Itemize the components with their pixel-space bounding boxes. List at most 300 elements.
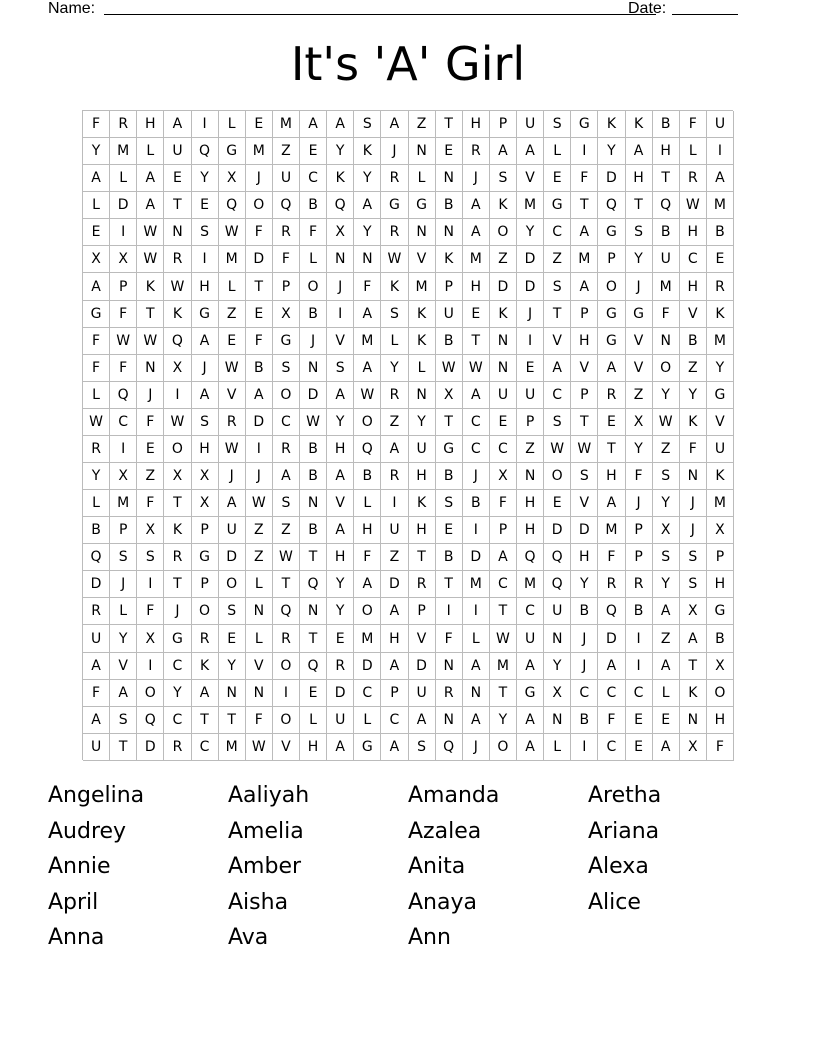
grid-cell: Y xyxy=(517,219,544,246)
grid-cell: Z xyxy=(273,138,300,165)
grid-cell: I xyxy=(137,653,164,680)
grid-cell: Y xyxy=(327,138,354,165)
grid-cell: X xyxy=(544,680,571,707)
grid-cell: O xyxy=(164,436,191,463)
grid-cell: A xyxy=(598,355,625,382)
grid-cell: I xyxy=(273,680,300,707)
grid-cell: E xyxy=(626,734,653,761)
grid-cell: A xyxy=(381,734,408,761)
grid-cell: T xyxy=(626,192,653,219)
grid-cell: T xyxy=(137,301,164,328)
grid-cell: B xyxy=(626,598,653,625)
grid-cell: E xyxy=(490,409,517,436)
grid-cell: L xyxy=(300,707,327,734)
grid-cell: U xyxy=(83,625,110,652)
word-list-item: Amanda xyxy=(408,783,500,808)
grid-cell: G xyxy=(598,219,625,246)
grid-cell: P xyxy=(626,544,653,571)
grid-cell: S xyxy=(571,463,598,490)
grid-cell: R xyxy=(409,571,436,598)
grid-cell: N xyxy=(680,707,707,734)
word-list-item: Amber xyxy=(228,854,302,879)
grid-cell: A xyxy=(192,680,219,707)
grid-cell: C xyxy=(164,653,191,680)
grid-cell: F xyxy=(707,734,734,761)
grid-cell: W xyxy=(83,409,110,436)
grid-cell: F xyxy=(137,598,164,625)
grid-cell: S xyxy=(680,544,707,571)
grid-cell: L xyxy=(544,734,571,761)
grid-cell: B xyxy=(463,490,490,517)
grid-cell: T xyxy=(436,571,463,598)
grid-cell: G xyxy=(164,625,191,652)
grid-cell: Q xyxy=(192,138,219,165)
grid-cell: A xyxy=(83,165,110,192)
grid-cell: D xyxy=(300,382,327,409)
grid-cell: V xyxy=(571,490,598,517)
grid-cell: Z xyxy=(653,625,680,652)
grid-cell: C xyxy=(463,409,490,436)
grid-cell: W xyxy=(164,409,191,436)
grid-cell: T xyxy=(571,192,598,219)
page-title: It's 'A' Girl xyxy=(290,37,526,91)
grid-cell: H xyxy=(381,625,408,652)
grid-cell: A xyxy=(653,653,680,680)
grid-cell: O xyxy=(490,219,517,246)
grid-cell: M xyxy=(707,328,734,355)
grid-cell: E xyxy=(327,625,354,652)
grid-cell: J xyxy=(246,463,273,490)
grid-cell: U xyxy=(409,436,436,463)
date-blank-line xyxy=(672,14,738,15)
grid-cell: P xyxy=(626,517,653,544)
grid-cell: D xyxy=(409,653,436,680)
grid-cell: P xyxy=(490,111,517,138)
grid-cell: A xyxy=(409,707,436,734)
grid-cell: Q xyxy=(273,598,300,625)
grid-cell: C xyxy=(598,680,625,707)
grid-cell: B xyxy=(707,219,734,246)
grid-cell: N xyxy=(246,598,273,625)
grid-cell: R xyxy=(192,625,219,652)
grid-cell: B xyxy=(300,436,327,463)
grid-cell: N xyxy=(409,138,436,165)
grid-cell: M xyxy=(409,273,436,300)
grid-cell: X xyxy=(653,517,680,544)
grid-cell: A xyxy=(571,219,598,246)
grid-cell: T xyxy=(436,111,463,138)
grid-cell: X xyxy=(110,463,137,490)
grid-cell: B xyxy=(300,301,327,328)
grid-cell: N xyxy=(409,219,436,246)
grid-cell: K xyxy=(381,273,408,300)
grid-cell: I xyxy=(707,138,734,165)
grid-cell: Y xyxy=(409,409,436,436)
grid-cell: M xyxy=(246,138,273,165)
grid-cell: F xyxy=(680,436,707,463)
grid-cell: H xyxy=(653,138,680,165)
grid-cell: A xyxy=(327,734,354,761)
grid-cell: L xyxy=(680,138,707,165)
grid-cell: N xyxy=(436,653,463,680)
grid-cell: N xyxy=(490,328,517,355)
grid-cell: A xyxy=(327,111,354,138)
grid-cell: I xyxy=(246,436,273,463)
grid-cell: A xyxy=(598,490,625,517)
grid-cell: E xyxy=(83,219,110,246)
grid-cell: E xyxy=(653,707,680,734)
grid-cell: D xyxy=(571,517,598,544)
grid-cell: R xyxy=(110,111,137,138)
grid-cell: G xyxy=(354,734,381,761)
grid-cell: A xyxy=(381,598,408,625)
word-list-item: Annie xyxy=(48,854,111,879)
grid-cell: Q xyxy=(219,192,246,219)
grid-cell: A xyxy=(381,111,408,138)
grid-cell: M xyxy=(707,192,734,219)
grid-cell: G xyxy=(273,328,300,355)
grid-cell: M xyxy=(490,653,517,680)
grid-cell: H xyxy=(137,111,164,138)
grid-cell: T xyxy=(164,571,191,598)
grid-cell: O xyxy=(219,571,246,598)
grid-cell: S xyxy=(544,273,571,300)
grid-cell: R xyxy=(273,219,300,246)
word-list-item: Anna xyxy=(48,925,105,950)
grid-cell: Z xyxy=(490,246,517,273)
grid-cell: J xyxy=(110,571,137,598)
word-list-item: Azalea xyxy=(408,818,482,844)
grid-cell: W xyxy=(137,219,164,246)
grid-cell: R xyxy=(463,138,490,165)
grid-cell: R xyxy=(598,571,625,598)
grid-cell: T xyxy=(246,273,273,300)
grid-cell: J xyxy=(327,273,354,300)
grid-cell: K xyxy=(409,301,436,328)
grid-cell: C xyxy=(517,598,544,625)
grid-cell: P xyxy=(436,273,463,300)
grid-cell: L xyxy=(409,165,436,192)
grid-cell: J xyxy=(192,355,219,382)
grid-cell: M xyxy=(273,111,300,138)
grid-cell: U xyxy=(327,707,354,734)
grid-cell: C xyxy=(192,734,219,761)
grid-cell: T xyxy=(192,707,219,734)
grid-cell: L xyxy=(110,598,137,625)
grid-cell: W xyxy=(300,409,327,436)
date-label: Date: xyxy=(628,0,667,17)
grid-cell: R xyxy=(707,273,734,300)
grid-cell: Y xyxy=(571,571,598,598)
grid-cell: R xyxy=(381,219,408,246)
grid-cell: S xyxy=(626,219,653,246)
grid-cell: J xyxy=(164,598,191,625)
word-list-item: Alexa xyxy=(588,854,649,879)
grid-cell: U xyxy=(544,598,571,625)
grid-cell: G xyxy=(626,301,653,328)
grid-cell: E xyxy=(300,680,327,707)
grid-cell: A xyxy=(544,355,571,382)
grid-cell: I xyxy=(626,625,653,652)
grid-cell: S xyxy=(381,301,408,328)
grid-cell: K xyxy=(436,246,463,273)
grid-cell: S xyxy=(409,734,436,761)
grid-cell: K xyxy=(327,165,354,192)
grid-cell: H xyxy=(327,436,354,463)
grid-cell: S xyxy=(273,490,300,517)
grid-cell: J xyxy=(463,463,490,490)
grid-cell: N xyxy=(653,328,680,355)
grid-cell: Y xyxy=(653,571,680,598)
grid-cell: Y xyxy=(707,355,734,382)
grid-cell: Q xyxy=(110,382,137,409)
grid-cell: Y xyxy=(626,436,653,463)
grid-cell: X xyxy=(83,246,110,273)
grid-cell: D xyxy=(246,409,273,436)
grid-cell: W xyxy=(354,382,381,409)
grid-cell: O xyxy=(246,192,273,219)
grid-cell: H xyxy=(680,219,707,246)
grid-cell: J xyxy=(137,382,164,409)
grid-cell: I xyxy=(137,571,164,598)
grid-cell: V xyxy=(544,328,571,355)
grid-cell: E xyxy=(517,355,544,382)
grid-cell: Q xyxy=(137,707,164,734)
grid-cell: L xyxy=(381,328,408,355)
grid-cell: T xyxy=(598,436,625,463)
word-list-item: Aisha xyxy=(228,889,289,915)
grid-cell: C xyxy=(164,707,191,734)
grid-cell: S xyxy=(680,571,707,598)
grid-cell: A xyxy=(219,490,246,517)
grid-cell: Q xyxy=(544,571,571,598)
grid-cell: Y xyxy=(653,490,680,517)
grid-cell: F xyxy=(110,355,137,382)
grid-cell: L xyxy=(463,625,490,652)
grid-cell: Y xyxy=(626,246,653,273)
grid-cell: C xyxy=(598,734,625,761)
grid-cell: Y xyxy=(354,165,381,192)
grid-cell: Z xyxy=(544,246,571,273)
grid-cell: S xyxy=(192,219,219,246)
grid-cell: R xyxy=(381,463,408,490)
grid-cell: B xyxy=(354,463,381,490)
grid-cell: T xyxy=(680,653,707,680)
grid-cell: O xyxy=(354,598,381,625)
grid-cell: N xyxy=(327,246,354,273)
grid-cell: Y xyxy=(381,355,408,382)
grid-cell: J xyxy=(381,138,408,165)
grid-cell: T xyxy=(571,409,598,436)
grid-cell: E xyxy=(219,328,246,355)
grid-cell: Q xyxy=(598,192,625,219)
grid-cell: G xyxy=(83,301,110,328)
grid-cell: B xyxy=(707,625,734,652)
grid-cell: L xyxy=(246,625,273,652)
grid-cell: D xyxy=(490,273,517,300)
grid-cell: D xyxy=(83,571,110,598)
grid-cell: Q xyxy=(273,192,300,219)
grid-cell: Q xyxy=(517,544,544,571)
grid-cell: A xyxy=(83,273,110,300)
grid-cell: L xyxy=(83,490,110,517)
grid-cell: H xyxy=(626,165,653,192)
grid-cell: N xyxy=(436,219,463,246)
grid-cell: A xyxy=(381,436,408,463)
grid-cell: B xyxy=(246,355,273,382)
grid-cell: G xyxy=(544,192,571,219)
grid-cell: I xyxy=(381,490,408,517)
grid-cell: E xyxy=(544,165,571,192)
grid-cell: P xyxy=(571,301,598,328)
grid-cell: B xyxy=(83,517,110,544)
grid-cell: H xyxy=(571,328,598,355)
grid-cell: U xyxy=(490,382,517,409)
grid-cell: N xyxy=(436,707,463,734)
grid-cell: O xyxy=(273,707,300,734)
grid-cell: P xyxy=(490,517,517,544)
grid-cell: Y xyxy=(164,680,191,707)
grid-cell: J xyxy=(571,625,598,652)
grid-cell: F xyxy=(110,301,137,328)
grid-cell: F xyxy=(653,301,680,328)
grid-cell: X xyxy=(490,463,517,490)
grid-cell: Q xyxy=(436,734,463,761)
grid-cell: A xyxy=(517,138,544,165)
grid-cell: D xyxy=(110,192,137,219)
grid-cell: L xyxy=(83,192,110,219)
grid-cell: D xyxy=(463,544,490,571)
grid-cell: D xyxy=(517,273,544,300)
grid-cell: R xyxy=(164,734,191,761)
grid-cell: S xyxy=(327,355,354,382)
word-list-item: Anaya xyxy=(408,889,477,915)
grid-cell: A xyxy=(517,653,544,680)
grid-cell: G xyxy=(192,544,219,571)
grid-cell: A xyxy=(653,734,680,761)
grid-cell: H xyxy=(517,517,544,544)
grid-cell: S xyxy=(544,409,571,436)
grid-cell: G xyxy=(409,192,436,219)
grid-cell: S xyxy=(219,598,246,625)
word-list-item: Aretha xyxy=(588,783,662,808)
grid-cell: N xyxy=(490,355,517,382)
grid-cell: O xyxy=(354,409,381,436)
grid-cell: V xyxy=(517,165,544,192)
grid-cell: P xyxy=(110,273,137,300)
grid-cell: Q xyxy=(83,544,110,571)
grid-cell: A xyxy=(598,653,625,680)
grid-cell: Q xyxy=(598,598,625,625)
grid-cell: Z xyxy=(137,463,164,490)
grid-cell: F xyxy=(83,111,110,138)
grid-cell: M xyxy=(517,192,544,219)
grid-cell: K xyxy=(626,111,653,138)
grid-cell: B xyxy=(436,192,463,219)
grid-cell: L xyxy=(409,355,436,382)
grid-cell: C xyxy=(354,680,381,707)
grid-cell: J xyxy=(626,490,653,517)
grid-cell: K xyxy=(354,138,381,165)
grid-cell: I xyxy=(463,517,490,544)
grid-cell: H xyxy=(463,273,490,300)
grid-cell: A xyxy=(463,653,490,680)
grid-cell: Z xyxy=(273,517,300,544)
grid-cell: W xyxy=(273,544,300,571)
grid-cell: N xyxy=(544,707,571,734)
grid-cell: C xyxy=(680,246,707,273)
grid-cell: X xyxy=(680,598,707,625)
grid-cell: W xyxy=(246,734,273,761)
grid-cell: V xyxy=(327,490,354,517)
grid-cell: W xyxy=(381,246,408,273)
grid-cell: J xyxy=(219,463,246,490)
grid-cell: C xyxy=(571,680,598,707)
grid-cell: X xyxy=(626,409,653,436)
word-list xyxy=(48,778,768,956)
grid-cell: E xyxy=(164,165,191,192)
grid-cell: T xyxy=(490,598,517,625)
grid-cell: K xyxy=(164,301,191,328)
grid-cell: B xyxy=(300,517,327,544)
grid-cell: H xyxy=(680,273,707,300)
grid-cell: D xyxy=(598,625,625,652)
grid-cell: Y xyxy=(219,653,246,680)
grid-cell: D xyxy=(598,165,625,192)
grid-cell: Z xyxy=(409,111,436,138)
grid-cell: U xyxy=(436,301,463,328)
grid-cell: T xyxy=(463,328,490,355)
word-list-item: Angelina xyxy=(48,783,145,808)
grid-cell: K xyxy=(192,653,219,680)
grid-cell: U xyxy=(707,111,734,138)
grid-cell: R xyxy=(273,436,300,463)
grid-cell: F xyxy=(246,328,273,355)
grid-cell: R xyxy=(436,680,463,707)
grid-cell: W xyxy=(436,355,463,382)
grid-cell: M xyxy=(707,490,734,517)
grid-cell: M xyxy=(598,517,625,544)
grid-cell: A xyxy=(327,463,354,490)
grid-cell: O xyxy=(273,653,300,680)
grid-cell: F xyxy=(680,111,707,138)
grid-cell: I xyxy=(571,734,598,761)
grid-cell: S xyxy=(653,544,680,571)
grid-cell: D xyxy=(219,544,246,571)
grid-cell: M xyxy=(463,246,490,273)
grid-cell: N xyxy=(436,165,463,192)
grid-cell: A xyxy=(626,138,653,165)
grid-cell: T xyxy=(490,680,517,707)
grid-cell: L xyxy=(246,571,273,598)
grid-cell: U xyxy=(381,517,408,544)
grid-cell: X xyxy=(273,301,300,328)
grid-cell: A xyxy=(83,707,110,734)
grid-cell: Z xyxy=(626,382,653,409)
grid-cell: T xyxy=(164,490,191,517)
grid-cell: W xyxy=(463,355,490,382)
grid-cell: V xyxy=(327,328,354,355)
grid-cell: R xyxy=(598,382,625,409)
grid-cell: S xyxy=(653,463,680,490)
grid-cell: M xyxy=(463,571,490,598)
grid-cell: G xyxy=(707,382,734,409)
grid-cell: A xyxy=(354,301,381,328)
grid-cell: I xyxy=(192,111,219,138)
grid-cell: F xyxy=(490,490,517,517)
grid-cell: B xyxy=(653,219,680,246)
grid-cell: R xyxy=(626,571,653,598)
